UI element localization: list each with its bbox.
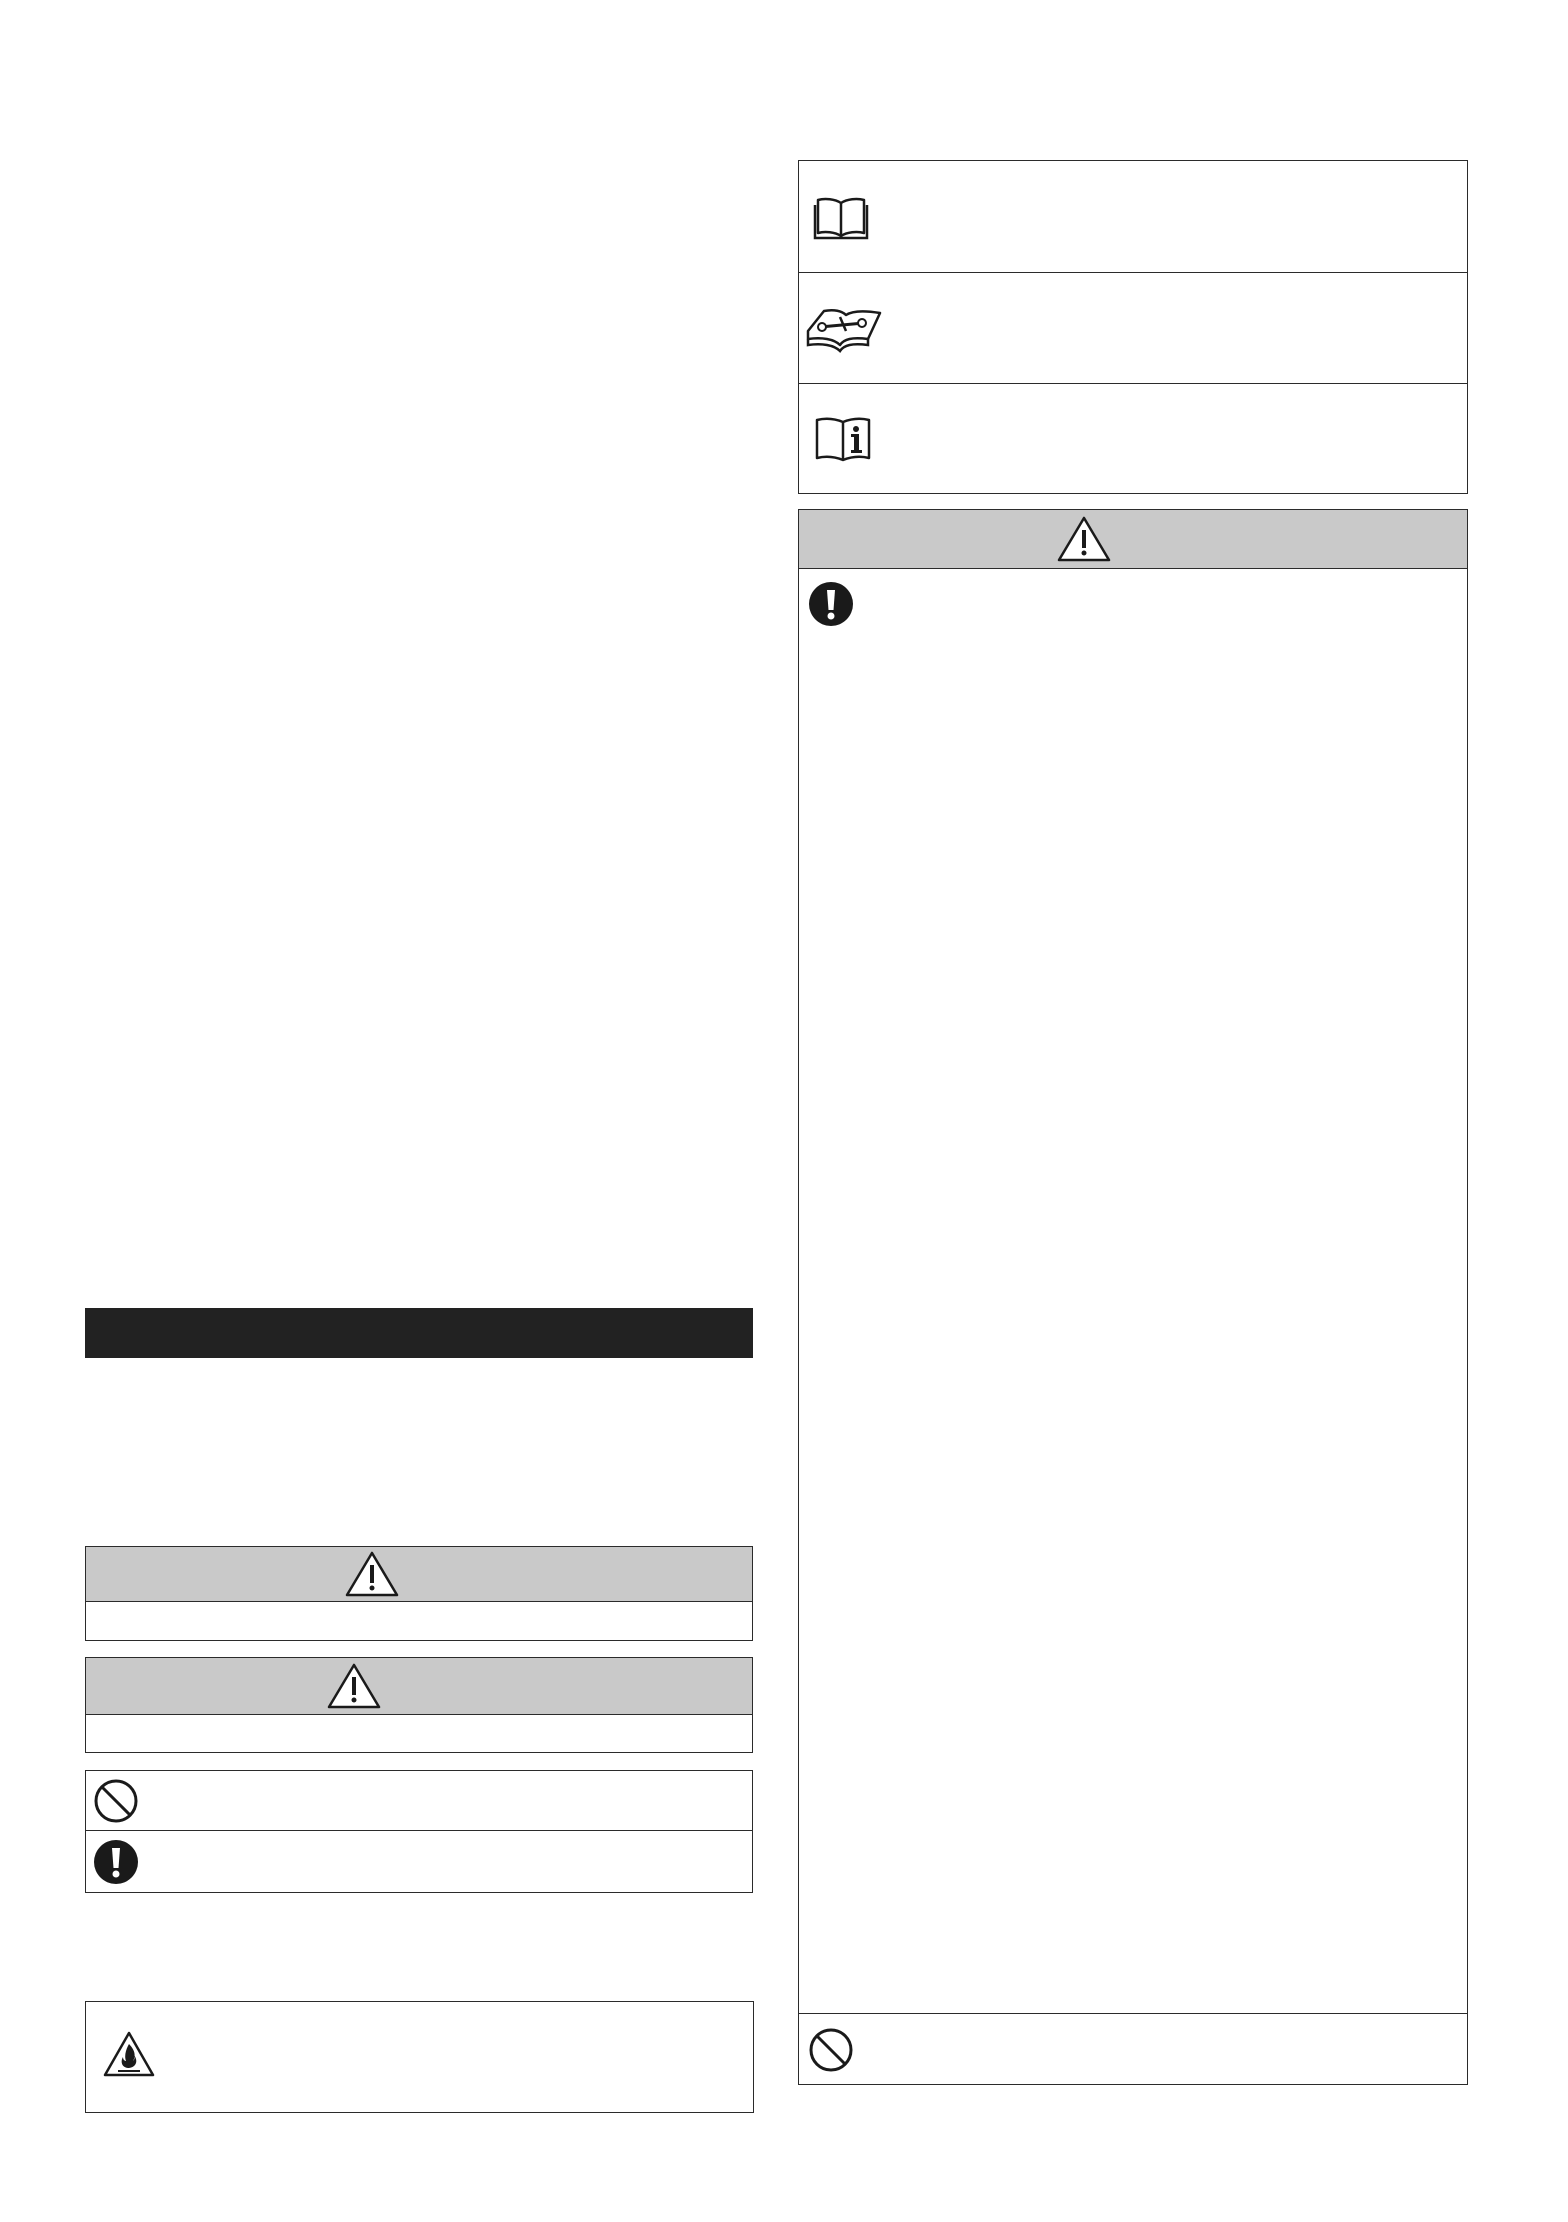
prohibition-icon — [808, 2027, 854, 2073]
symbol-row-prohibition — [86, 1771, 752, 1830]
warning-box-1-header — [86, 1547, 752, 1602]
manual-symbols-table — [798, 160, 1468, 494]
mandatory-exclamation-icon — [808, 581, 854, 627]
manual-row-service — [799, 272, 1467, 383]
flammable-warning-icon — [102, 2030, 156, 2078]
warning-box-2 — [85, 1657, 753, 1753]
section-header-bar — [85, 1308, 753, 1358]
information-manual-icon — [813, 414, 873, 462]
warning-panel-prohibition-row — [799, 2013, 1467, 2084]
flammable-warning-box — [85, 2001, 754, 2113]
service-manual-icon — [804, 303, 884, 355]
manual-row-information — [799, 383, 1467, 493]
warning-box-1 — [85, 1546, 753, 1641]
warning-panel — [798, 509, 1468, 2085]
operation-manual-icon — [813, 195, 869, 241]
mandatory-exclamation-icon — [93, 1839, 139, 1885]
warning-triangle-icon — [344, 1550, 400, 1598]
warning-triangle-icon — [1056, 515, 1112, 563]
prohibition-icon — [93, 1778, 139, 1824]
symbol-row-mandatory — [86, 1830, 752, 1892]
manual-row-operation — [799, 161, 1467, 272]
warning-triangle-icon — [326, 1662, 382, 1710]
warning-panel-header — [799, 510, 1467, 569]
warning-box-2-header — [86, 1658, 752, 1715]
symbol-legend-box — [85, 1770, 753, 1893]
